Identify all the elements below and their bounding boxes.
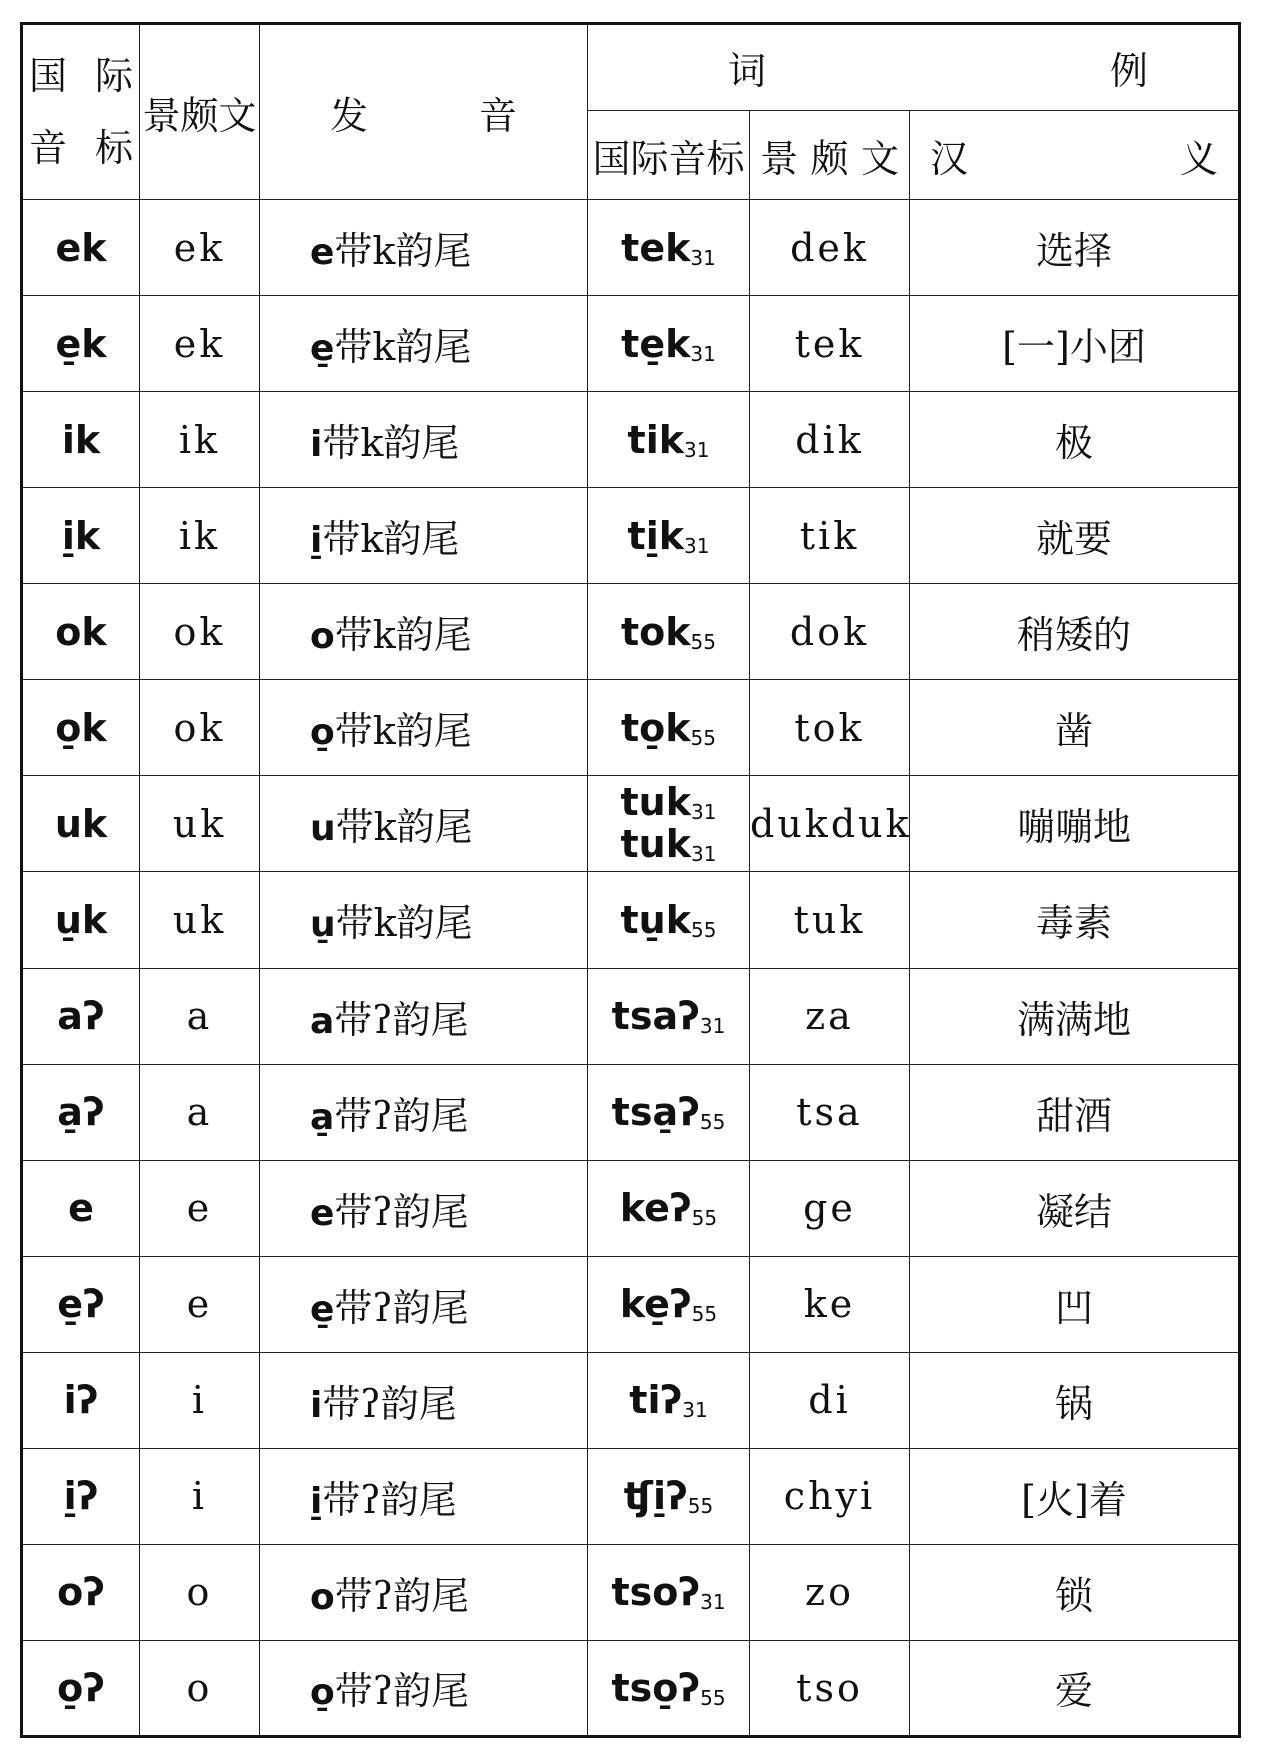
example-ipa-word: tok [621, 609, 691, 654]
pron-vowel: i̠ [310, 520, 323, 562]
pron-desc: 带k韵尾 [334, 229, 472, 274]
example-jingpo-cell: tuk [750, 872, 910, 968]
jingpo-cell: o [140, 1544, 260, 1640]
example-ipa-cell [588, 968, 750, 1064]
ipa-cell: oʔ [22, 1544, 140, 1640]
jingpo-cell: ok [140, 584, 260, 680]
example-ipa-cell [588, 200, 750, 296]
example-jingpo-cell: dik [750, 392, 910, 488]
chinese-meaning-cell: 满满地 [910, 968, 1240, 1064]
tone-number: 31 [691, 800, 717, 825]
pronunciation-cell [260, 488, 588, 584]
example-ipa-cell [588, 680, 750, 776]
pron-desc: 带ʔ韵尾 [334, 1669, 470, 1714]
header-ex-jp-b: 颇 [810, 136, 849, 181]
header-ex-jingpo [750, 111, 910, 200]
example-ipa-cell [588, 1160, 750, 1256]
pron-desc: 带ʔ韵尾 [322, 1477, 457, 1522]
example-ipa-cell [588, 1352, 750, 1448]
pronunciation-cell [260, 1064, 588, 1160]
chinese-meaning-cell: 甜酒 [910, 1064, 1240, 1160]
jingpo-cell: ek [140, 200, 260, 296]
header-pron-b: 音 [478, 93, 517, 138]
example-ipa-cell [588, 296, 750, 392]
ipa-cell: o̠k [22, 680, 140, 776]
pronunciation-cell [260, 872, 588, 968]
jingpo-cell: e [140, 1256, 260, 1352]
header-ipa [22, 24, 140, 200]
tone-number: 55 [687, 1494, 714, 1519]
tone-number: 31 [684, 533, 710, 558]
pron-vowel: o̠ [310, 1672, 335, 1714]
ipa-cell: o̠ʔ [22, 1640, 140, 1736]
jingpo-cell: e [140, 1160, 260, 1256]
header-examples [588, 24, 1240, 111]
ipa-cell: iʔ [22, 1352, 140, 1448]
pronunciation-cell [260, 1256, 588, 1352]
pron-desc: 带k韵尾 [322, 517, 460, 562]
pron-desc: 带ʔ韵尾 [322, 1381, 457, 1426]
pron-desc: 带k韵尾 [322, 421, 460, 466]
header-ipa-bottom-a: 音 [29, 126, 68, 171]
pron-desc: 带ʔ韵尾 [334, 1189, 469, 1234]
example-ipa-cell [588, 488, 750, 584]
example-ipa-word: tsoʔ [611, 1570, 701, 1615]
jingpo-cell: i [140, 1352, 260, 1448]
example-ipa-cell [588, 1256, 750, 1352]
pronunciation-cell [260, 776, 588, 872]
header-ex-han-b: 义 [1180, 136, 1219, 181]
chinese-meaning-cell: 锁 [910, 1544, 1240, 1640]
chinese-meaning-cell: 选择 [910, 200, 1240, 296]
chinese-meaning-cell: 凝结 [910, 1160, 1240, 1256]
example-ipa-cell [588, 584, 750, 680]
pron-desc: 带k韵尾 [334, 325, 472, 370]
example-jingpo-cell: dukduk [750, 776, 910, 872]
example-ipa-word: tek [621, 225, 691, 270]
tone-number: 55 [690, 725, 716, 750]
pron-vowel: i [310, 424, 323, 466]
jingpo-cell: a [140, 968, 260, 1064]
table-row [22, 1640, 1240, 1736]
jingpo-cell: ik [140, 488, 260, 584]
chinese-meaning-cell: 爱 [910, 1640, 1240, 1736]
pron-desc: 带k韵尾 [334, 613, 472, 658]
chinese-meaning-cell: 锅 [910, 1352, 1240, 1448]
jingpo-cell: a [140, 1064, 260, 1160]
example-ipa-cell [588, 392, 750, 488]
ipa-cell: e [22, 1160, 140, 1256]
example-ipa-word: ke̠ʔ [619, 1282, 692, 1327]
pronunciation-cell [260, 1352, 588, 1448]
example-jingpo-cell: tsa [750, 1064, 910, 1160]
pronunciation-cell [260, 200, 588, 296]
example-ipa-cell [588, 1544, 750, 1640]
pronunciation-cell [260, 1160, 588, 1256]
jingpo-cell: uk [140, 872, 260, 968]
table-row [22, 872, 1240, 968]
pronunciation-cell [260, 1544, 588, 1640]
example-jingpo-cell: tek [750, 296, 910, 392]
ipa-cell: i̠ʔ [22, 1448, 140, 1544]
jingpo-cell: ik [140, 392, 260, 488]
example-jingpo-cell: tok [750, 680, 910, 776]
tone-number: 31 [700, 1590, 726, 1615]
example-jingpo-cell: di [750, 1352, 910, 1448]
pron-vowel: o [310, 616, 335, 658]
table-row [22, 1352, 1240, 1448]
example-jingpo-cell: ge [750, 1160, 910, 1256]
pronunciation-cell [260, 1640, 588, 1736]
tone-number: 31 [690, 341, 716, 366]
example-jingpo-cell: zo [750, 1544, 910, 1640]
header-ex-ipa: 国际音标 [588, 111, 750, 200]
header-ipa-bottom-b: 标 [94, 126, 133, 171]
example-ipa-cell [588, 1448, 750, 1544]
tone-number: 55 [699, 1110, 726, 1135]
header-ex-jp-c: 文 [860, 136, 899, 181]
chinese-meaning-cell: 嘣嘣地 [910, 776, 1240, 872]
example-jingpo-cell: dek [750, 200, 910, 296]
table-row [22, 392, 1240, 488]
table-row [22, 488, 1240, 584]
chinese-meaning-cell: [一]小团 [910, 296, 1240, 392]
pronunciation-cell [260, 584, 588, 680]
table-row [22, 1064, 1240, 1160]
example-ipa-word: ʧi̠ʔ [623, 1474, 688, 1519]
header-ex-han-a: 汉 [930, 136, 969, 181]
table-row [22, 776, 1240, 872]
chinese-meaning-cell: 稍矮的 [910, 584, 1240, 680]
tone-number: 55 [700, 1685, 726, 1710]
chinese-meaning-cell: 凿 [910, 680, 1240, 776]
chinese-meaning-cell: 毒素 [910, 872, 1240, 968]
pronunciation-cell [260, 1448, 588, 1544]
example-ipa-cell [588, 1640, 750, 1736]
pron-vowel: o̠ [310, 712, 335, 754]
pron-vowel: e̠ [310, 328, 335, 370]
chinese-meaning-cell: 凹 [910, 1256, 1240, 1352]
example-ipa-cell [588, 872, 750, 968]
jingpo-cell: ek [140, 296, 260, 392]
pron-vowel: a [310, 1000, 335, 1042]
pronunciation-cell [260, 968, 588, 1064]
example-ipa-word: keʔ [619, 1186, 692, 1231]
example-ipa-word: te̠k [621, 321, 691, 366]
tone-number: 31 [684, 437, 710, 462]
pron-desc: 带k韵尾 [335, 901, 473, 946]
table-row [22, 1160, 1240, 1256]
phonetic-table [20, 22, 1241, 1738]
chinese-meaning-cell: [火]着 [910, 1448, 1240, 1544]
example-ipa-word: tsa̠ʔ [611, 1090, 700, 1135]
example-jingpo-cell: chyi [750, 1448, 910, 1544]
pron-vowel: e [310, 232, 335, 274]
ipa-cell: ok [22, 584, 140, 680]
example-ipa-cell [588, 776, 750, 872]
pron-vowel: a̠ [310, 1096, 335, 1138]
table-row [22, 968, 1240, 1064]
example-jingpo-cell: ke [750, 1256, 910, 1352]
tone-number: 31 [682, 1398, 708, 1423]
example-jingpo-cell: tso [750, 1640, 910, 1736]
jingpo-cell: ok [140, 680, 260, 776]
ipa-cell: uk [22, 776, 140, 872]
example-ipa-word: tik [627, 417, 684, 462]
pron-desc: 带ʔ韵尾 [334, 1093, 469, 1138]
jingpo-cell: o [140, 1640, 260, 1736]
table-row [22, 584, 1240, 680]
pron-vowel: e̠ [310, 1288, 335, 1330]
pron-vowel: o [310, 1576, 335, 1618]
pron-vowel: i̠ [310, 1480, 323, 1522]
pron-vowel: i [310, 1384, 323, 1426]
pron-desc: 带ʔ韵尾 [334, 997, 469, 1042]
pron-vowel: u̠ [310, 904, 336, 946]
example-ipa-cell [588, 1064, 750, 1160]
table-row [22, 680, 1240, 776]
pron-desc: 带ʔ韵尾 [334, 1285, 469, 1330]
pron-vowel: u [310, 808, 336, 850]
header-pronunciation [260, 24, 588, 200]
chinese-meaning-cell: 极 [910, 392, 1240, 488]
jingpo-cell: uk [140, 776, 260, 872]
table-row [22, 1448, 1240, 1544]
tone-number-2: 31 [691, 841, 717, 866]
chinese-meaning-cell: 就要 [910, 488, 1240, 584]
pron-desc: 带k韵尾 [334, 709, 472, 754]
tone-number: 31 [690, 245, 716, 270]
ipa-cell: e̠ʔ [22, 1256, 140, 1352]
ipa-cell: aʔ [22, 968, 140, 1064]
pronunciation-cell [260, 392, 588, 488]
pronunciation-cell [260, 296, 588, 392]
pron-desc: 带k韵尾 [335, 805, 473, 850]
pron-desc: 带ʔ韵尾 [334, 1573, 470, 1618]
ipa-cell: i̠k [22, 488, 140, 584]
example-jingpo-cell: za [750, 968, 910, 1064]
ipa-cell: a̠ʔ [22, 1064, 140, 1160]
example-ipa-word: tso̠ʔ [611, 1665, 701, 1710]
example-ipa-word: to̠k [621, 705, 691, 750]
example-ipa-word: tsaʔ [611, 994, 700, 1039]
tone-number: 55 [691, 1206, 718, 1231]
example-ipa-word: ti̠k [627, 513, 684, 558]
table-row [22, 1256, 1240, 1352]
example-ipa-word: tiʔ [629, 1378, 683, 1423]
example-ipa-word-2: tuk [620, 821, 692, 866]
table-row [22, 296, 1240, 392]
header-ex-jp-a: 景 [760, 136, 799, 181]
tone-number: 55 [691, 917, 717, 942]
ipa-cell: ek [22, 200, 140, 296]
header-ipa-top-b: 际 [94, 53, 133, 98]
ipa-cell: u̠k [22, 872, 140, 968]
jingpo-cell: i [140, 1448, 260, 1544]
header-ipa-top-a: 国 [29, 53, 68, 98]
table-row [22, 1544, 1240, 1640]
ipa-cell: ik [22, 392, 140, 488]
header-ex-han [910, 111, 1240, 200]
example-jingpo-cell: tik [750, 488, 910, 584]
example-jingpo-cell: dok [750, 584, 910, 680]
tone-number: 55 [691, 1302, 718, 1327]
pronunciation-cell [260, 680, 588, 776]
header-pron-a: 发 [330, 93, 369, 138]
tone-number: 31 [699, 1014, 726, 1039]
header-example-b: 例 [1110, 49, 1149, 93]
table-row [22, 200, 1240, 296]
example-ipa-word: tu̠k [620, 897, 692, 942]
header-example-a: 词 [728, 49, 767, 93]
tone-number: 55 [690, 629, 716, 654]
pron-vowel: e [310, 1192, 335, 1234]
example-ipa-word: tuk [620, 780, 692, 825]
ipa-cell: e̠k [22, 296, 140, 392]
header-jingpo: 景颇文 [140, 24, 260, 200]
